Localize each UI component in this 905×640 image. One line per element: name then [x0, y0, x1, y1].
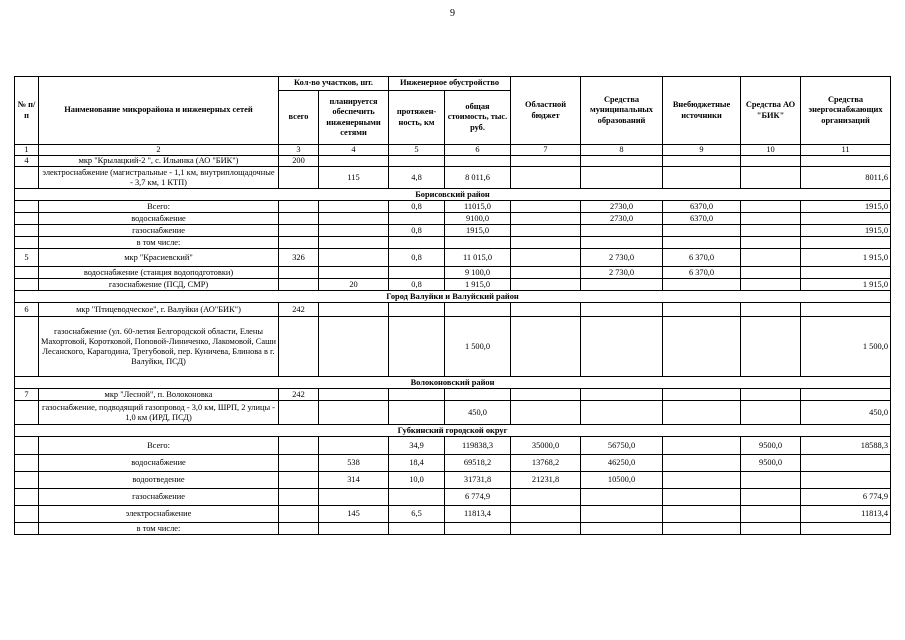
- item-name: водоснабжение: [39, 213, 279, 225]
- plots-total: [279, 213, 319, 225]
- bik-funds: [741, 303, 801, 317]
- row-number: [15, 506, 39, 523]
- item-name: водоснабжение (станция водоподготовки): [39, 267, 279, 279]
- header-engineering-group: Инженерное обустройство: [389, 77, 511, 91]
- section-row: [15, 189, 891, 201]
- bik-funds: [741, 401, 801, 425]
- energy-funds: 1 915,0: [801, 249, 891, 267]
- municipal-funds: [581, 401, 663, 425]
- regional-budget: [511, 267, 581, 279]
- item-name: мкр "Крылацкий-2 ", с. Ильинка (АО "БИК"): [39, 156, 279, 167]
- municipal-funds: 2730,0: [581, 201, 663, 213]
- row-number: [15, 225, 39, 237]
- energy-funds: 18588,3: [801, 437, 891, 455]
- extra-budget: [663, 317, 741, 377]
- extra-budget: [663, 303, 741, 317]
- plots-total: [279, 437, 319, 455]
- regional-budget: [511, 401, 581, 425]
- item-name: в том числе:: [39, 237, 279, 249]
- header-length: протяжен-ность, км: [389, 91, 445, 145]
- energy-funds: 6 774,9: [801, 489, 891, 506]
- column-numbers-row: [15, 145, 891, 156]
- municipal-funds: 46250,0: [581, 455, 663, 472]
- item-name: Всего:: [39, 201, 279, 213]
- regional-budget: [511, 237, 581, 249]
- table-row: [15, 201, 891, 213]
- plots-total: [279, 167, 319, 189]
- extra-budget: 6 370,0: [663, 249, 741, 267]
- extra-budget: [663, 156, 741, 167]
- length-km: 0,8: [389, 225, 445, 237]
- plots-planned: 538: [319, 455, 389, 472]
- length-km: [389, 389, 445, 401]
- municipal-funds: 2 730,0: [581, 267, 663, 279]
- item-name: мкр "Лесной", п. Волоконовка: [39, 389, 279, 401]
- item-name: Всего:: [39, 437, 279, 455]
- item-name: водоснабжение: [39, 455, 279, 472]
- municipal-funds: [581, 167, 663, 189]
- plots-total: 242: [279, 389, 319, 401]
- plots-total: [279, 279, 319, 291]
- plots-planned: [319, 303, 389, 317]
- plots-total: [279, 455, 319, 472]
- regional-budget: [511, 213, 581, 225]
- item-name: электроснабжение (магистральные - 1,1 км, внутриплощадочные - 3,7 км, 1 КТП): [39, 167, 279, 189]
- total-cost: [445, 156, 511, 167]
- table-row: [15, 249, 891, 267]
- regional-budget: 21231,8: [511, 472, 581, 489]
- regional-budget: 13768,2: [511, 455, 581, 472]
- header-regional-budget: Областной бюджет: [511, 77, 581, 145]
- column-number: 1: [15, 145, 39, 156]
- table-row: [15, 237, 891, 249]
- bik-funds: [741, 489, 801, 506]
- plots-planned: [319, 389, 389, 401]
- plots-planned: [319, 213, 389, 225]
- bik-funds: [741, 237, 801, 249]
- column-number: 10: [741, 145, 801, 156]
- plots-planned: 145: [319, 506, 389, 523]
- energy-funds: 1915,0: [801, 201, 891, 213]
- header-bik-funds: Средства АО "БИК": [741, 77, 801, 145]
- extra-budget: [663, 389, 741, 401]
- extra-budget: [663, 167, 741, 189]
- plots-planned: [319, 201, 389, 213]
- length-km: [389, 156, 445, 167]
- regional-budget: [511, 317, 581, 377]
- length-km: [389, 317, 445, 377]
- regional-budget: [511, 156, 581, 167]
- energy-funds: 11813,4: [801, 506, 891, 523]
- column-number: 8: [581, 145, 663, 156]
- row-number: [15, 317, 39, 377]
- total-cost: 1 500,0: [445, 317, 511, 377]
- plots-planned: [319, 249, 389, 267]
- bik-funds: [741, 201, 801, 213]
- plots-total: [279, 472, 319, 489]
- page-number: 9: [450, 8, 455, 19]
- table-row: [15, 156, 891, 167]
- plots-total: [279, 237, 319, 249]
- row-number: 6: [15, 303, 39, 317]
- plots-total: [279, 523, 319, 535]
- regional-budget: [511, 279, 581, 291]
- plots-total: [279, 506, 319, 523]
- municipal-funds: 2730,0: [581, 213, 663, 225]
- municipal-funds: 56750,0: [581, 437, 663, 455]
- column-number: 2: [39, 145, 279, 156]
- row-number: 7: [15, 389, 39, 401]
- table-row: [15, 523, 891, 535]
- energy-funds: 1 915,0: [801, 279, 891, 291]
- table-row: [15, 472, 891, 489]
- bik-funds: 9500,0: [741, 437, 801, 455]
- column-number: 6: [445, 145, 511, 156]
- table-row: [15, 279, 891, 291]
- table-row: [15, 489, 891, 506]
- total-cost: 69518,2: [445, 455, 511, 472]
- table-row: [15, 213, 891, 225]
- municipal-funds: [581, 303, 663, 317]
- section-row: [15, 291, 891, 303]
- header-cost: общая стоимость, тыс. руб.: [445, 91, 511, 145]
- municipal-funds: [581, 156, 663, 167]
- section-row: [15, 425, 891, 437]
- bik-funds: [741, 317, 801, 377]
- row-number: [15, 489, 39, 506]
- bik-funds: [741, 472, 801, 489]
- energy-funds: 1915,0: [801, 225, 891, 237]
- total-cost: 6 774,9: [445, 489, 511, 506]
- item-name: газоснабжение (ПСД, СМР): [39, 279, 279, 291]
- plots-planned: [319, 156, 389, 167]
- bik-funds: [741, 267, 801, 279]
- plots-planned: [319, 401, 389, 425]
- length-km: [389, 303, 445, 317]
- total-cost: [445, 237, 511, 249]
- section-title: Губкинский городской округ: [15, 425, 891, 437]
- plots-total: 200: [279, 156, 319, 167]
- header-plots-planned: планируется обеспечить инженерными сетями: [319, 91, 389, 145]
- energy-funds: [801, 389, 891, 401]
- plots-total: [279, 201, 319, 213]
- bik-funds: [741, 167, 801, 189]
- length-km: 18,4: [389, 455, 445, 472]
- length-km: 0,8: [389, 249, 445, 267]
- column-number: 11: [801, 145, 891, 156]
- table-row: [15, 267, 891, 279]
- regional-budget: [511, 167, 581, 189]
- table-row: [15, 455, 891, 472]
- extra-budget: [663, 506, 741, 523]
- municipal-funds: [581, 523, 663, 535]
- plots-planned: [319, 267, 389, 279]
- section-title: Борисовский район: [15, 189, 891, 201]
- header-extra-budget: Внебюджетные источники: [663, 77, 741, 145]
- total-cost: 9100,0: [445, 213, 511, 225]
- section-row: [15, 377, 891, 389]
- item-name: газоснабжение (ул. 60-летия Белгородской области, Елены Махортовой, Коротковой, Поповой-Линиченко, Лакомовой, Саши Лесанского, Карагодина, Трегубовой, пер. Куничева, Блинова в г. Валуйки, ПСД): [39, 317, 279, 377]
- plots-planned: 20: [319, 279, 389, 291]
- municipal-funds: 10500,0: [581, 472, 663, 489]
- section-title: Волоконовский район: [15, 377, 891, 389]
- total-cost: [445, 303, 511, 317]
- extra-budget: [663, 279, 741, 291]
- energy-funds: [801, 303, 891, 317]
- item-name: мкр "Красиевский": [39, 249, 279, 267]
- row-number: [15, 279, 39, 291]
- length-km: 0,8: [389, 279, 445, 291]
- header-energy-funds: Средства энергоснабжающих организаций: [801, 77, 891, 145]
- regional-budget: [511, 523, 581, 535]
- municipal-funds: [581, 489, 663, 506]
- length-km: [389, 213, 445, 225]
- table-row: [15, 317, 891, 377]
- table-row: [15, 506, 891, 523]
- bik-funds: [741, 213, 801, 225]
- plots-planned: [319, 437, 389, 455]
- energy-funds: [801, 455, 891, 472]
- extra-budget: 6370,0: [663, 213, 741, 225]
- row-number: [15, 267, 39, 279]
- table-row: [15, 401, 891, 425]
- row-number: [15, 437, 39, 455]
- column-number: 5: [389, 145, 445, 156]
- energy-funds: 1 500,0: [801, 317, 891, 377]
- header-plots-total: всего: [279, 91, 319, 145]
- plots-planned: [319, 237, 389, 249]
- municipal-funds: [581, 237, 663, 249]
- item-name: газоснабжение, подводящий газопровод - 3,0 км, ШРП, 2 улицы - 1,0 км (ИРД, ПСД): [39, 401, 279, 425]
- table-row: [15, 303, 891, 317]
- extra-budget: [663, 237, 741, 249]
- plots-total: [279, 489, 319, 506]
- plots-planned: 115: [319, 167, 389, 189]
- plots-total: [279, 225, 319, 237]
- plots-planned: [319, 225, 389, 237]
- extra-budget: [663, 472, 741, 489]
- total-cost: 31731,8: [445, 472, 511, 489]
- total-cost: 9 100,0: [445, 267, 511, 279]
- header-plots-group: Кол-во участков, шт.: [279, 77, 389, 91]
- municipal-funds: [581, 506, 663, 523]
- plots-total: 242: [279, 303, 319, 317]
- row-number: [15, 455, 39, 472]
- extra-budget: 6370,0: [663, 201, 741, 213]
- total-cost: [445, 389, 511, 401]
- extra-budget: [663, 401, 741, 425]
- item-name: газоснабжение: [39, 225, 279, 237]
- length-km: 0,8: [389, 201, 445, 213]
- length-km: 10,0: [389, 472, 445, 489]
- bik-funds: 9500,0: [741, 455, 801, 472]
- total-cost: 450,0: [445, 401, 511, 425]
- energy-funds: [801, 472, 891, 489]
- municipal-funds: [581, 225, 663, 237]
- regional-budget: [511, 249, 581, 267]
- bik-funds: [741, 279, 801, 291]
- row-number: 5: [15, 249, 39, 267]
- total-cost: 1 915,0: [445, 279, 511, 291]
- table-body: [15, 156, 891, 535]
- length-km: 34,9: [389, 437, 445, 455]
- table-row: [15, 225, 891, 237]
- bik-funds: [741, 156, 801, 167]
- extra-budget: 6 370,0: [663, 267, 741, 279]
- item-name: газоснабжение: [39, 489, 279, 506]
- total-cost: 11813,4: [445, 506, 511, 523]
- bik-funds: [741, 523, 801, 535]
- item-name: водоотведение: [39, 472, 279, 489]
- municipal-funds: [581, 279, 663, 291]
- length-km: [389, 489, 445, 506]
- row-number: [15, 167, 39, 189]
- plots-planned: [319, 489, 389, 506]
- regional-budget: [511, 303, 581, 317]
- table-row: [15, 437, 891, 455]
- length-km: 4,8: [389, 167, 445, 189]
- municipal-funds: [581, 389, 663, 401]
- section-title: Город Валуйки и Валуйский район: [15, 291, 891, 303]
- column-number: 9: [663, 145, 741, 156]
- plots-total: 326: [279, 249, 319, 267]
- total-cost: 11 015,0: [445, 249, 511, 267]
- table-row: [15, 167, 891, 189]
- row-number: 4: [15, 156, 39, 167]
- extra-budget: [663, 225, 741, 237]
- regional-budget: [511, 389, 581, 401]
- regional-budget: [511, 506, 581, 523]
- length-km: [389, 267, 445, 279]
- item-name: электроснабжение: [39, 506, 279, 523]
- bik-funds: [741, 389, 801, 401]
- energy-funds: [801, 156, 891, 167]
- table-row: [15, 389, 891, 401]
- municipal-funds: [581, 317, 663, 377]
- energy-funds: 450,0: [801, 401, 891, 425]
- plots-total: [279, 317, 319, 377]
- financing-table: [14, 76, 891, 535]
- total-cost: 1915,0: [445, 225, 511, 237]
- energy-funds: 8011,6: [801, 167, 891, 189]
- bik-funds: [741, 506, 801, 523]
- column-number: 4: [319, 145, 389, 156]
- header-name: Наименование микрорайона и инженерных сетей: [39, 77, 279, 145]
- plots-total: [279, 401, 319, 425]
- row-number: [15, 472, 39, 489]
- energy-funds: [801, 213, 891, 225]
- column-number: 7: [511, 145, 581, 156]
- item-name: мкр "Птицеводческое", г. Валуйки (АО"БИК"): [39, 303, 279, 317]
- header-municipal-funds: Средства муниципальных образований: [581, 77, 663, 145]
- total-cost: [445, 523, 511, 535]
- extra-budget: [663, 455, 741, 472]
- energy-funds: [801, 237, 891, 249]
- row-number: [15, 213, 39, 225]
- total-cost: 119838,3: [445, 437, 511, 455]
- regional-budget: [511, 489, 581, 506]
- item-name: в том числе:: [39, 523, 279, 535]
- bik-funds: [741, 249, 801, 267]
- extra-budget: [663, 437, 741, 455]
- row-number: [15, 237, 39, 249]
- length-km: [389, 523, 445, 535]
- column-number: 3: [279, 145, 319, 156]
- header-num: № п/п: [15, 77, 39, 145]
- length-km: [389, 237, 445, 249]
- municipal-funds: 2 730,0: [581, 249, 663, 267]
- energy-funds: [801, 523, 891, 535]
- plots-total: [279, 267, 319, 279]
- plots-planned: [319, 523, 389, 535]
- total-cost: 11015,0: [445, 201, 511, 213]
- row-number: [15, 401, 39, 425]
- row-number: [15, 201, 39, 213]
- regional-budget: [511, 201, 581, 213]
- plots-planned: 314: [319, 472, 389, 489]
- plots-planned: [319, 317, 389, 377]
- regional-budget: 35000,0: [511, 437, 581, 455]
- bik-funds: [741, 225, 801, 237]
- energy-funds: [801, 267, 891, 279]
- row-number: [15, 523, 39, 535]
- total-cost: 8 011,6: [445, 167, 511, 189]
- extra-budget: [663, 489, 741, 506]
- length-km: [389, 401, 445, 425]
- length-km: 6,5: [389, 506, 445, 523]
- regional-budget: [511, 225, 581, 237]
- extra-budget: [663, 523, 741, 535]
